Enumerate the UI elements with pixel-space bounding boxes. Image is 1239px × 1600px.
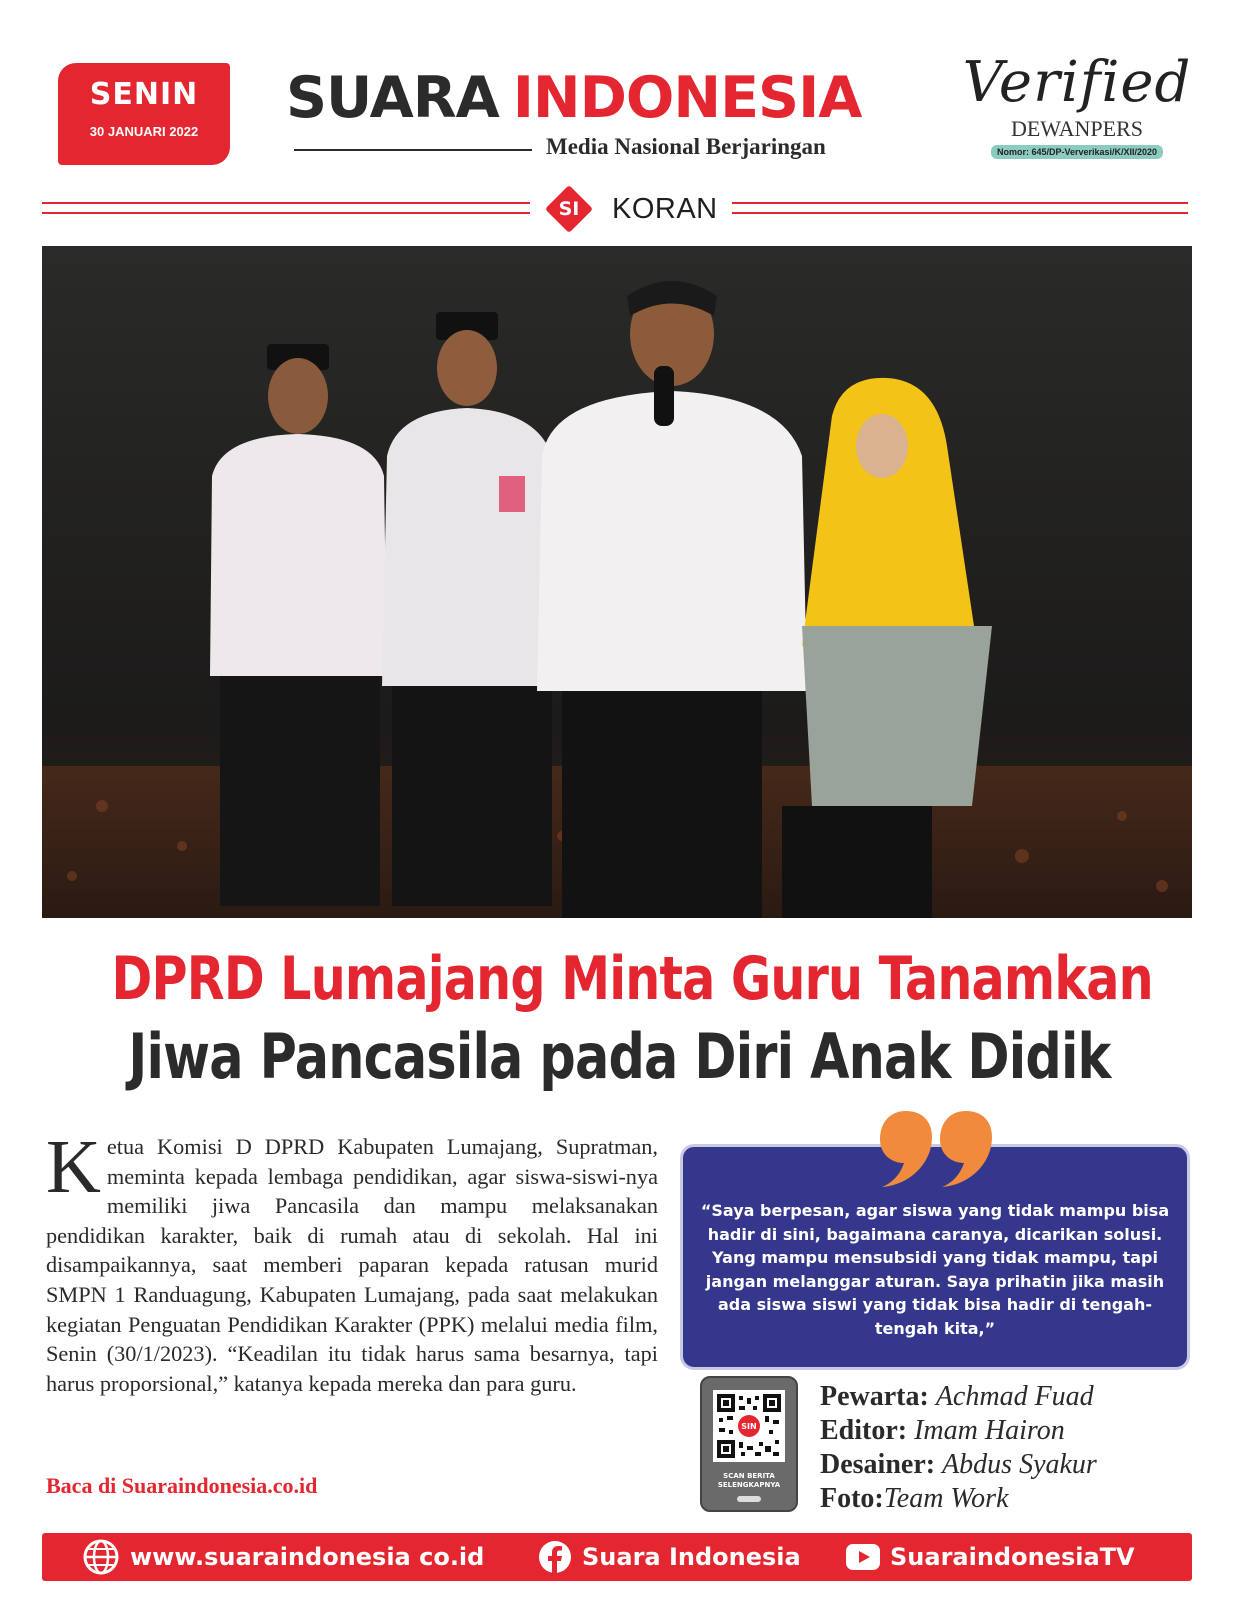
credit-row — [820, 1414, 1097, 1448]
article-dropcap: K — [46, 1125, 101, 1209]
credit-label: Desainer: — [820, 1449, 936, 1480]
footer-facebook-text: Suara Indonesia — [582, 1543, 801, 1571]
verified-number: Nomor: 645/DP-Ververikasi/K/XII/2020 — [991, 145, 1163, 159]
date-badge — [58, 63, 230, 165]
headline-line-2: Jiwa Pancasila pada Diri Anak Didik — [128, 1020, 1111, 1093]
credit-value: Team Work — [883, 1483, 1009, 1514]
masthead-tagline-row — [286, 134, 946, 166]
verified-dewan-pers-seal — [962, 44, 1192, 160]
read-more-link[interactable]: Baca di Suaraindonesia.co.id — [46, 1473, 318, 1498]
masthead-divider — [294, 149, 532, 151]
qr-logo-text: SIN — [741, 1422, 757, 1431]
qr-label — [702, 1472, 796, 1490]
main-photo — [42, 246, 1192, 918]
footer-facebook[interactable] — [538, 1533, 801, 1581]
qr-label-line1: SCAN BERITA — [723, 1472, 775, 1480]
youtube-icon — [846, 1544, 880, 1570]
masthead-title-part1: SUARA — [286, 65, 499, 131]
footer-youtube-text: SuaraindonesiaTV — [890, 1543, 1135, 1571]
quote-text: “Saya berpesan, agar siswa yang tidak mampu bisa hadir di sini, bagaimana caranya, dicarikan solusi. Yang mampu mensubsidi yang tidak mampu, tapi jangan melanggar aturan. Saya prihatin jika masih ada siswa siswi yang tidak bisa hadir di tengah-tengah kita,” — [700, 1201, 1170, 1338]
section-rule-left — [42, 202, 530, 214]
footer-youtube[interactable] — [846, 1533, 1135, 1581]
credit-row — [820, 1380, 1097, 1414]
masthead-title-part2: INDONESIA — [512, 65, 862, 131]
credit-row — [820, 1482, 1097, 1516]
headline-line-1: DPRD Lumajang Minta Guru Tanamkan — [111, 944, 1153, 1014]
qr-card-button-icon — [737, 1496, 761, 1502]
credit-value: Abdus Syakur — [942, 1449, 1097, 1480]
date-full: 30 JANUARI 2022 — [89, 124, 199, 139]
section-name: KORAN — [612, 193, 718, 225]
qr-code[interactable] — [713, 1390, 785, 1462]
article-body — [46, 1125, 658, 1398]
headline — [0, 940, 1239, 1096]
section-bar — [42, 192, 1188, 226]
footer-website[interactable] — [82, 1533, 484, 1581]
credit-label: Foto: — [820, 1483, 884, 1514]
globe-icon — [82, 1538, 120, 1576]
section-rule-right — [732, 202, 1188, 214]
date-day: SENIN — [89, 77, 199, 112]
verified-script: Verified — [962, 50, 1192, 115]
si-logo-text: SI — [558, 198, 580, 220]
qr-code-icon — [717, 1394, 781, 1458]
qr-label-line2: SELENGKAPNYA — [717, 1481, 781, 1489]
credit-value: Achmad Fuad — [935, 1381, 1094, 1412]
credits — [820, 1380, 1097, 1516]
credit-row — [820, 1448, 1097, 1482]
credit-label: Pewarta: — [820, 1381, 929, 1412]
article-text: etua Komisi D DPRD Kabupaten Lumajang, Supratman, meminta kepada lembaga pendidikan, agar siswa-siswi-nya memiliki jiwa Pancasila dan mampu melaksanakan pendidikan karakter, baik di rumah atau di sekolah. Hal ini disampaikannya, saat memberi paparan kepada ratusan murid SMPN 1 Randuagung, Kabupaten Lumajang, pada saat melakukan kegiatan Penguatan Pendidikan Karakter (PPK) melalui media film, Senin (30/1/2023). “Keadilan itu tidak harus sama besarnya, tapi harus proporsional,” katanya kepada mereka dan para guru. — [46, 1134, 658, 1396]
photo-group-icon — [42, 246, 1192, 918]
masthead — [286, 66, 946, 166]
quote-marks-icon — [876, 1103, 996, 1193]
credit-value: Imam Hairon — [914, 1415, 1065, 1446]
masthead-tagline: Media Nasional Berjaringan — [546, 134, 826, 159]
facebook-icon — [538, 1540, 572, 1574]
credit-label: Editor: — [820, 1415, 908, 1446]
verified-org: DEWANPERS — [1010, 116, 1143, 141]
footer-bar — [42, 1533, 1192, 1581]
qr-card[interactable] — [700, 1376, 798, 1512]
si-logo — [548, 188, 590, 230]
footer-website-text: www.suaraindonesia co.id — [130, 1543, 485, 1571]
masthead-title — [286, 66, 946, 130]
